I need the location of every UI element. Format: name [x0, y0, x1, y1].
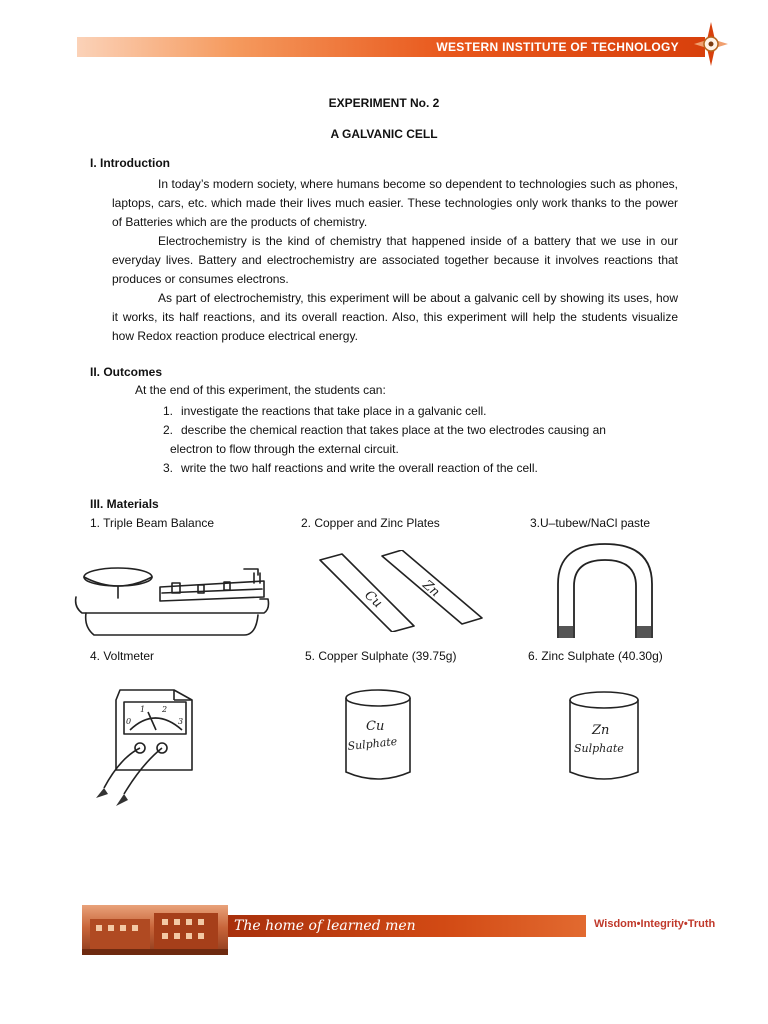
outcome-text: investigate the reactions that take place in a galvanic cell. [181, 404, 487, 418]
compass-logo-icon [694, 22, 728, 66]
footer-motto: The home of learned men [234, 918, 416, 934]
material-label-voltmeter: 4. Voltmeter [90, 649, 155, 663]
material-label-plates: 2. Copper and Zinc Plates [301, 516, 440, 530]
zinc-sulphate-jar-sketch [562, 688, 646, 784]
campus-building-photo [82, 905, 228, 955]
jar-label-element: Zn [592, 723, 610, 738]
material-label-zinc-sulphate: 6. Zinc Sulphate (40.30g) [528, 649, 663, 663]
voltmeter-tick-label: 1 [140, 705, 146, 714]
copper-plate-label: Cu [361, 587, 385, 612]
introduction-paragraph: As part of electrochemistry, this experiment will be about a galvanic cell by showing its uses, how it works, its half reactions, and its overall reaction. Also, this experiment will help the students visualize how Redox reaction produce electrical energy. [112, 291, 678, 343]
jar-label-compound: Sulphate [574, 742, 624, 755]
material-label-copper-sulphate: 5. Copper Sulphate (39.75g) [305, 649, 457, 663]
triple-beam-balance-sketch [74, 555, 274, 641]
header-banner [77, 37, 705, 57]
material-label-balance: 1. Triple Beam Balance [90, 516, 215, 530]
building-icon [82, 905, 228, 955]
outcome-number: 1. [163, 404, 174, 418]
introduction-paragraph: In today’s modern society, where humans become so dependent to technologies such as phones, laptops, cars, etc. which made their lives much easier. These technologies only work thanks to the power of Batteries which are the products of chemistry. [112, 177, 678, 229]
voltmeter-tick-label: 2 [162, 705, 168, 714]
experiment-title: A GALVANIC CELL [330, 127, 438, 141]
outcome-item [163, 421, 678, 440]
outcome-item [163, 459, 678, 478]
outcome-text: write the two half reactions and write the overall reaction of the cell. [181, 461, 538, 475]
outcome-text: describe the chemical reaction that takes place at the two electrodes causing an [181, 423, 606, 437]
outcome-number: 3. [163, 461, 174, 475]
experiment-number: EXPERIMENT No. 2 [328, 96, 440, 110]
voltmeter-sketch [90, 686, 202, 808]
outcome-number: 2. [163, 423, 174, 437]
jar-label-element: Cu [366, 719, 385, 734]
copper-zinc-plates-sketch [316, 550, 486, 632]
institution-name: WESTERN INSTITUTE OF TECHNOLOGY [436, 40, 679, 54]
materials-heading: III. Materials [90, 497, 159, 511]
voltmeter-tick-label: 3 [178, 717, 184, 726]
outcomes-heading: II. Outcomes [90, 365, 163, 379]
jar-label-compound: Sulphate [346, 734, 398, 753]
outcomes-lead: At the end of this experiment, the students can: [135, 383, 386, 397]
u-tube-sketch [552, 540, 658, 640]
footer-values: Wisdom•Integrity•Truth [594, 918, 716, 930]
introduction-paragraph: Electrochemistry is the kind of chemistry that happened inside of a battery that we use in our everyday lives. Battery and electrochemistry are associated together because it involves reactions that produces or consumes electrons. [112, 234, 678, 286]
material-label-utube: 3.U–tubew/NaCl paste [530, 516, 651, 530]
copper-sulphate-jar-sketch [338, 686, 418, 784]
outcome-text-continuation: electron to flow through the external circuit. [170, 442, 399, 456]
footer-band [228, 915, 586, 937]
introduction-heading: I. Introduction [90, 156, 170, 170]
outcome-item [163, 402, 678, 421]
voltmeter-tick-label: 0 [126, 717, 132, 726]
zinc-plate-label: Zn [419, 577, 443, 601]
